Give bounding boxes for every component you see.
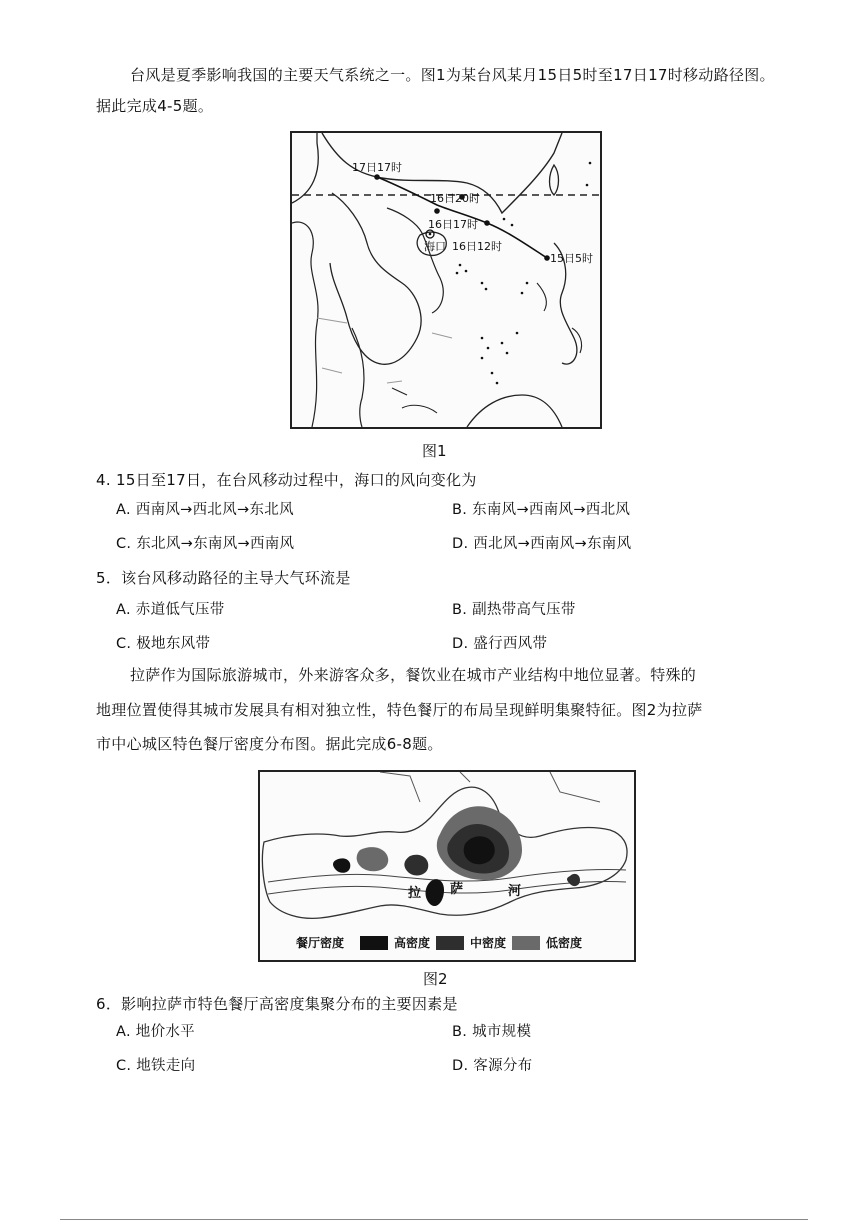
question-5-option-a: A. 赤道低气压带 [116, 602, 225, 618]
question-4-option-a: A. 西南风→西北风→东北风 [116, 502, 294, 518]
intro-paragraph-1 [96, 60, 782, 91]
question-6-option-d: D. 客源分布 [452, 1058, 533, 1074]
page-bottom-rule [60, 1219, 808, 1220]
question-4-stem: 4. 15日至17日，在台风移动过程中，海口的风向变化为 [96, 471, 477, 489]
density-legend [296, 934, 582, 951]
question-5-option-b: B. 副热带高气压带 [452, 602, 576, 618]
legend-high-label: 高密度 [394, 936, 431, 950]
typhoon-map-graphic [292, 133, 600, 427]
label-16d12h: 16日12时 [452, 240, 502, 253]
intro-paragraph-2-line-2 [96, 695, 782, 726]
question-4-option-b: B. 东南风→西南风→西北风 [452, 502, 631, 518]
question-6-option-a: A. 地价水平 [116, 1024, 195, 1040]
river-char-la: 拉 [408, 886, 422, 901]
question-5-stem: 5．该台风移动路径的主导大气环流是 [96, 569, 351, 587]
label-16d20h: 16日20时 [430, 192, 480, 205]
river-char-sa: 萨 [450, 882, 464, 897]
intro-1-line-2: 据此完成4-5题。 [96, 97, 214, 115]
question-5-option-c: C. 极地东风带 [116, 636, 211, 652]
intro-2-line-1: 拉萨作为国际旅游城市，外来游客众多，餐饮业在城市产业结构中地位显著。特殊的 [130, 666, 697, 684]
question-4-option-c: C. 东北风→东南风→西南风 [116, 536, 295, 552]
legend-swatch-low [512, 936, 540, 950]
label-haikou: 海口 [424, 240, 446, 253]
legend-low-label: 低密度 [546, 936, 583, 950]
legend-mid-label: 中密度 [470, 936, 507, 950]
question-6-option-b: B. 城市规模 [452, 1024, 532, 1040]
question-6-stem: 6．影响拉萨市特色餐厅高密度集聚分布的主要因素是 [96, 995, 458, 1013]
intro-1-line-1: 台风是夏季影响我国的主要天气系统之一。图1为某台风某月15日5时至17日17时移动路径图。 [130, 66, 775, 84]
question-5-option-d: D. 盛行西风带 [452, 636, 548, 652]
lhasa-restaurant-density-map [258, 770, 636, 962]
question-6-option-c: C. 地铁走向 [116, 1058, 196, 1074]
legend-title: 餐厅密度 [296, 936, 345, 950]
intro-2-line-3: 市中心城区特色餐厅密度分布图。据此完成6-8题。 [96, 735, 443, 753]
label-15d5h: 15日5时 [550, 252, 593, 265]
density-map-graphic [260, 772, 634, 932]
figure-2-caption: 图2 [423, 970, 448, 988]
legend-swatch-mid [436, 936, 464, 950]
intro-paragraph-2 [96, 660, 782, 691]
legend-swatch-high [360, 936, 388, 950]
question-4-option-d: D. 西北风→西南风→东南风 [452, 536, 632, 552]
label-17d17h: 17日17时 [352, 161, 402, 174]
river-char-he: 河 [508, 884, 522, 899]
intro-2-line-2: 地理位置使得其城市发展具有相对独立性，特色餐厅的布局呈现鲜明集聚特征。图2为拉萨 [96, 701, 703, 719]
intro-paragraph-1-cont [96, 91, 782, 122]
intro-paragraph-2-line-3 [96, 729, 782, 760]
typhoon-track-map [290, 131, 602, 429]
label-16d17h: 16日17时 [428, 218, 478, 231]
figure-1-caption: 图1 [422, 442, 447, 460]
